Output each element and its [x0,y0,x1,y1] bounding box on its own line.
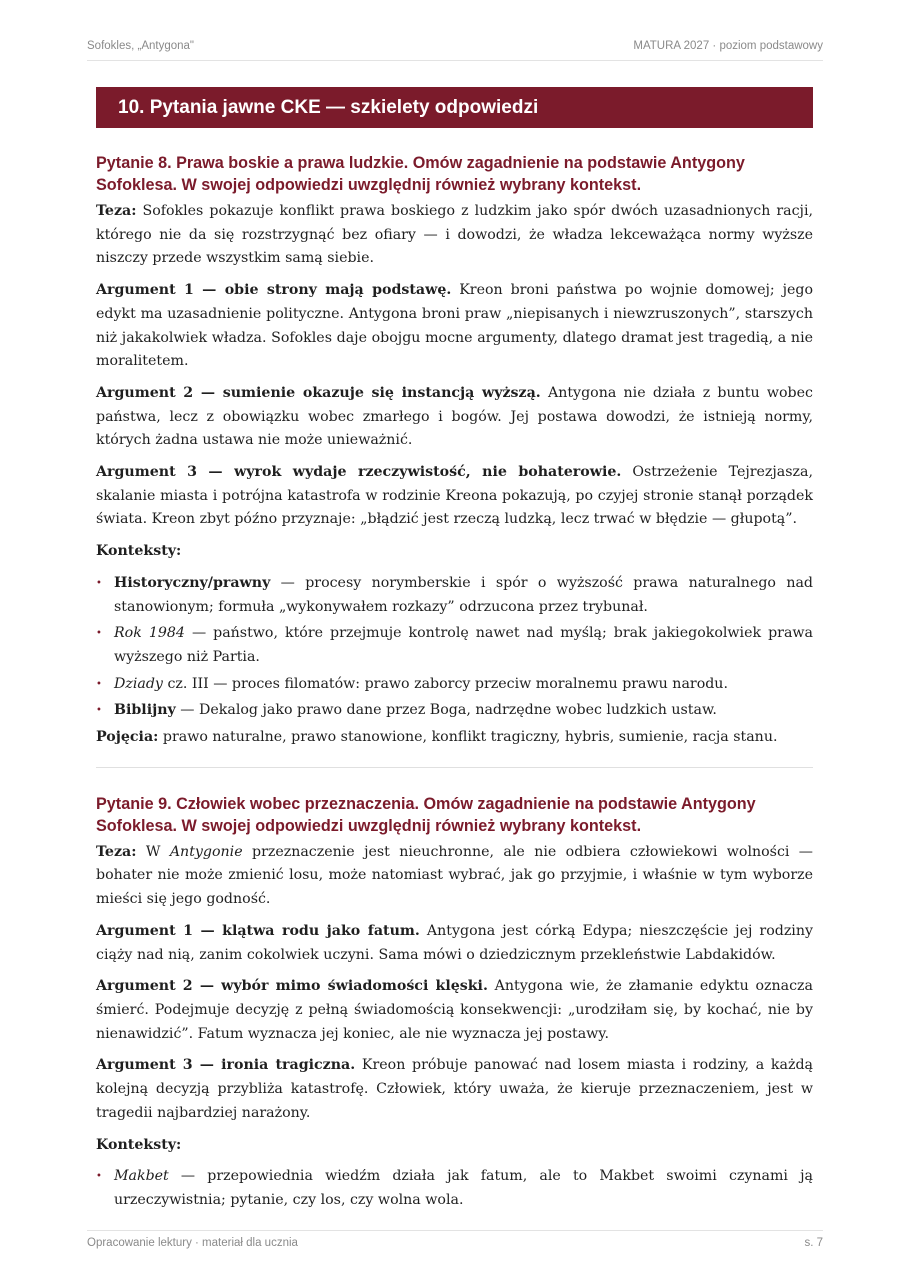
teza-text: przeznaczenie jest nieuchronne, ale nie odbiera człowiekowi wolności — bohater nie może zmienić losu, może natomiast wybrać, jak go przyjmie, i właśnie w tym wyborze mieści się jego godność. [96,843,813,908]
q9-argument-2 [96,975,813,1046]
argument-text: Antygona nie działa z buntu wobec państwa, lecz z obowiązku wobec zmarłego i bogów. Jej postawa dowodzi, że istnieją normy, których żadna ustawa nie może unieważnić. [96,384,813,449]
page-header [87,40,823,61]
context-text: — procesy norymberskie i spór o wyższość prawa naturalnego nad stanowionym; formuła „wykonywałem rozkazy” odrzucona przez trybunał. [114,574,813,615]
list-item [96,622,813,669]
q9-argument-3 [96,1054,813,1125]
list-item [96,699,813,723]
bullet-icon: • [96,577,102,589]
q8-argument-1 [96,279,813,374]
question-9-title: Pytanie 9. Człowiek wobec przeznaczenia. Omów zagadnienie na podstawie Antygony Sofoklesa. W swojej odpowiedzi uwzględnij również wybrany kontekst. [96,794,756,835]
q9-teza [96,841,813,912]
question-9-block [96,793,813,1213]
konteksty-label: Konteksty: [96,1136,182,1153]
q8-konteksty-heading [96,540,813,564]
main-content [96,87,813,1216]
argument-label: Argument 3 — wyrok wydaje rzeczywistość, nie bohaterowie. [96,464,622,481]
teza-text: Sofokles pokazuje konflikt prawa boskiego z ludzkim jako spór dwóch uzasadnionych racji, którego nie da się rozstrzygnąć bez ofiary — i dowodzi, że władza lekceważąca normy wyższe niszczy przede wszystkim samą siebie. [96,203,813,267]
argument-text: Ostrzeżenie Tejrezjasza, skalanie miasta i potrójna katastrofa w rodzinie Kreona pokazują, po czyjej stronie stanął porządek świata. Kreon zbyt późno przyznaje: „błądzić jest rzeczą ludzką, lecz trwać w błędzie — głupotą”. [96,464,813,528]
teza-prefix: W [136,843,170,860]
context-text: — państwo, które przejmuje kontrolę nawet nad myślą; brak jakiegokolwiek prawa wyższego niż Partia. [114,625,814,665]
argument-text: Antygona wie, że złamanie edyktu oznacza śmierć. Podejmuje decyzję z pełną świadomością konsekwencji: „urodziłam się, by kochać, nie by nienawidzić”. Fatum wyznacza jej koniec, ale nie wyznacza jej postawy. [96,978,813,1042]
argument-label: Argument 3 — ironia tragiczna. [96,1057,356,1074]
teza-label: Teza: [96,203,137,219]
context-lead: Biblijny [114,702,176,719]
argument-text: Antygona jest córką Edypa; nieszczęście jej rodziny ciąży nad nią, zanim cokolwiek uczyni. Sama mówi o dziedzicznym przekleństwie Labdakidów. [96,922,813,963]
argument-text: Kreon próbuje panować nad losem miasta i rodziny, a każdą kolejną decyzją przybliża katastrofę. Człowiek, który uważa, że kieruje przeznaczeniem, jest w tragedii najbardziej narażony. [96,1057,814,1121]
page-footer [87,1230,823,1249]
q8-pojecia [96,726,813,750]
bullet-icon: • [96,628,102,640]
konteksty-label: Konteksty: [96,543,182,560]
footer-material-label: Opracowanie lektury · materiał dla ucznia [87,1237,298,1249]
header-work-title: Sofokles, „Antygona" [87,40,195,52]
q8-argument-2 [96,382,813,453]
q8-context-list [96,572,813,723]
list-item [96,673,813,697]
q8-teza [96,200,813,271]
teza-work-title: Antygonie [169,843,243,860]
q9-argument-1 [96,920,813,967]
bullet-icon: • [96,678,102,690]
header-exam-label: MATURA 2027 · poziom podstawowy [633,40,823,52]
question-8-title: Pytanie 8. Prawa boskie a prawa ludzkie. Omów zagadnienie na podstawie Antygony Sofoklesa. W swojej odpowiedzi uwzględnij również wybrany kontekst. [96,154,745,194]
question-8-block [96,152,813,750]
argument-text: Kreon broni państwa po wojnie domowej; jego edykt ma uzasadnienie polityczne. Antygona broni praw „niepisanych i niewzruszonych”, starszych niż jakakolwiek władza. Sofokles daje obojgu mocne argumenty, dlatego dramat jest tragedią, a nie moralitetem. [96,282,813,370]
q9-konteksty-heading [96,1134,813,1158]
context-lead: Rok 1984 [114,625,185,642]
page-number: s. 7 [804,1237,823,1249]
context-text: cz. III — proces filomatów: prawo zaborcy przeciw moralnemu prawu narodu. [162,675,728,692]
q9-context-list [96,1165,813,1212]
argument-label: Argument 1 — klątwa rodu jako fatum. [96,922,420,939]
list-item [96,572,813,619]
q8-argument-3 [96,461,813,532]
section-divider [96,767,813,768]
context-text: — Dekalog jako prawo dane przez Boga, nadrzędne wobec ludzkich ustaw. [175,702,717,719]
pojecia-text: prawo naturalne, prawo stanowione, konflikt tragiczny, hybris, sumienie, racja stanu. [158,729,778,746]
section-title: 10. Pytania jawne CKE — szkielety odpowiedzi [96,87,813,128]
argument-label: Argument 2 — wybór mimo świadomości klęski. [96,978,488,995]
argument-label: Argument 1 — obie strony mają podstawę. [96,282,452,299]
context-lead: Makbet [114,1168,169,1185]
pojecia-label: Pojęcia: [96,729,159,746]
list-item [96,1165,813,1212]
context-lead: Dziady [114,675,163,692]
argument-label: Argument 2 — sumienie okazuje się instancją wyższą. [96,384,541,401]
bullet-icon: • [96,1171,102,1183]
context-lead: Historyczny/prawny [114,574,271,591]
bullet-icon: • [96,705,102,717]
context-text: — przepowiednia wiedźm działa jak fatum, ale to Makbet swoimi czynami ją urzeczywistnia; pytanie, czy los, czy wolna wola. [114,1168,813,1208]
teza-label: Teza: [96,843,137,860]
